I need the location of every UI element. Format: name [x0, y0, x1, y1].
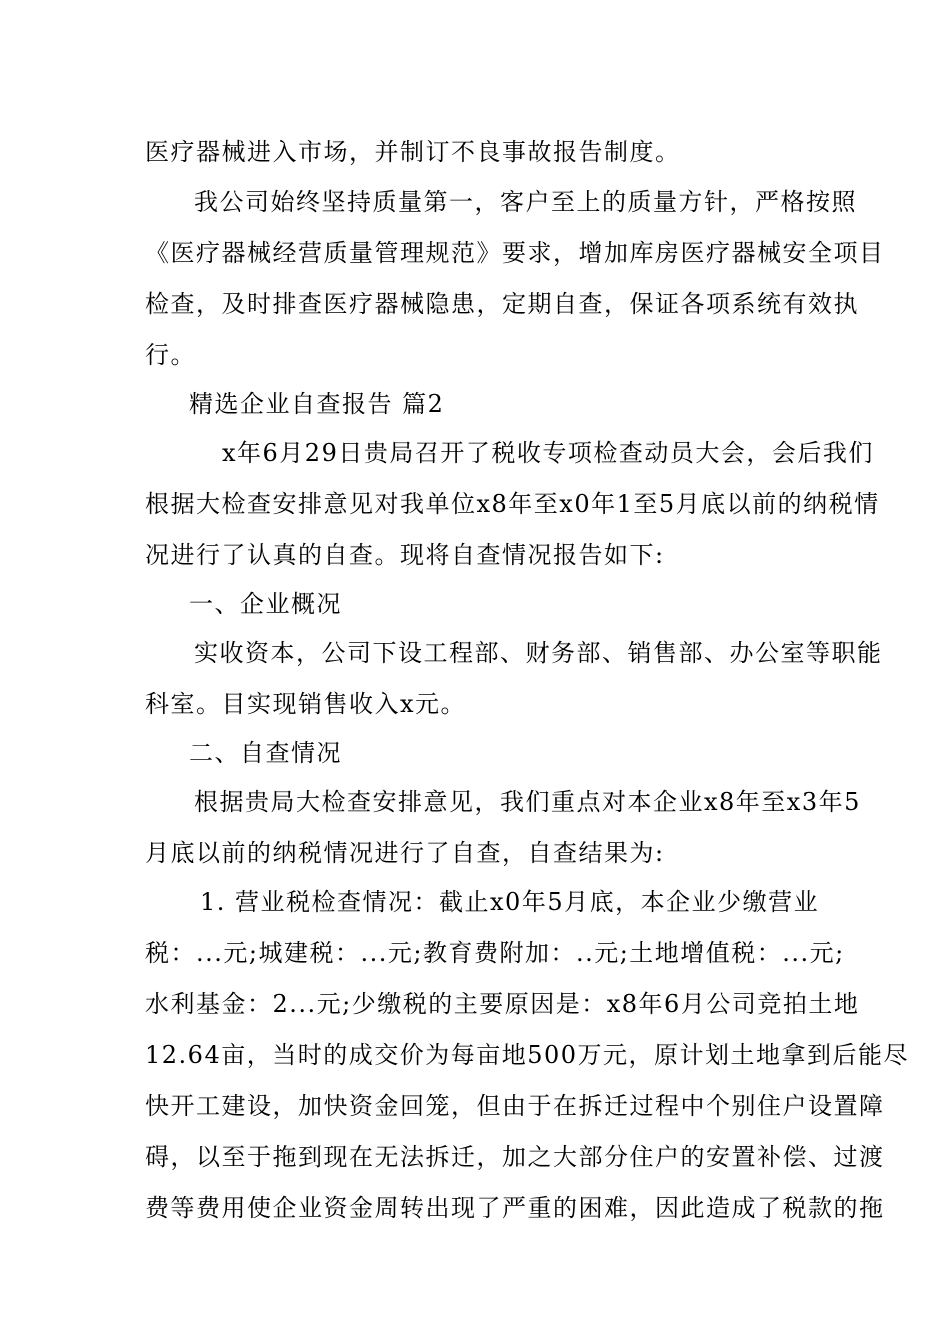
text-line: 行。 — [145, 341, 196, 369]
text-line: 快开工建设，加快资金回笼，但由于在拆迁过程中个别住户设置障 — [145, 1092, 885, 1120]
text-line: 根据贵局大检查安排意见，我们重点对本企业x8年至x3年5 — [194, 788, 861, 816]
text-line: 我公司始终坚持质量第一，客户至上的质量方针，严格按照 — [194, 188, 857, 216]
text-line: 1. 营业税检查情况：截止x0年5月底，本企业少缴营业 — [200, 888, 820, 916]
text-line: x年6月29日贵局召开了税收专项检查动员大会，会后我们 — [222, 439, 874, 467]
text-line: 根据大检查安排意见对我单位x8年至x0年1至5月底以前的纳税情 — [145, 490, 880, 518]
text-line: 费等费用使企业资金周转出现了严重的困难，因此造成了税款的拖 — [145, 1194, 885, 1222]
text-line: 检查，及时排查医疗器械隐患，定期自查，保证各项系统有效执 — [145, 290, 859, 318]
text-line: 实收资本，公司下设工程部、财务部、销售部、办公室等职能 — [194, 639, 883, 667]
section-heading: 二、自查情况 — [189, 739, 342, 767]
section-heading: 精选企业自查报告 篇2 — [189, 390, 445, 418]
text-line: 12.64亩，当时的成交价为每亩地500万元，原计划土地拿到后能尽 — [145, 1041, 910, 1069]
text-line: 税：...元;城建税：...元;教育费附加：..元;土地增值税：...元; — [145, 939, 845, 967]
text-line: 况进行了认真的自查。现将自查情况报告如下: — [145, 541, 665, 569]
section-heading: 一、企业概况 — [189, 590, 342, 618]
text-line: 水利基金：2...元;少缴税的主要原因是：x8年6月公司竞拍土地 — [145, 990, 860, 1018]
text-line: 《医疗器械经营质量管理规范》要求，增加库房医疗器械安全项目 — [145, 239, 885, 267]
text-line: 科室。目实现销售收入x元。 — [145, 690, 467, 718]
text-line: 医疗器械进入市场，并制订不良事故报告制度。 — [145, 138, 681, 166]
text-line: 碍，以至于拖到现在无法拆迁，加之大部分住户的安置补偿、过渡 — [145, 1143, 885, 1171]
text-line: 月底以前的纳税情况进行了自查，自查结果为: — [145, 839, 665, 867]
